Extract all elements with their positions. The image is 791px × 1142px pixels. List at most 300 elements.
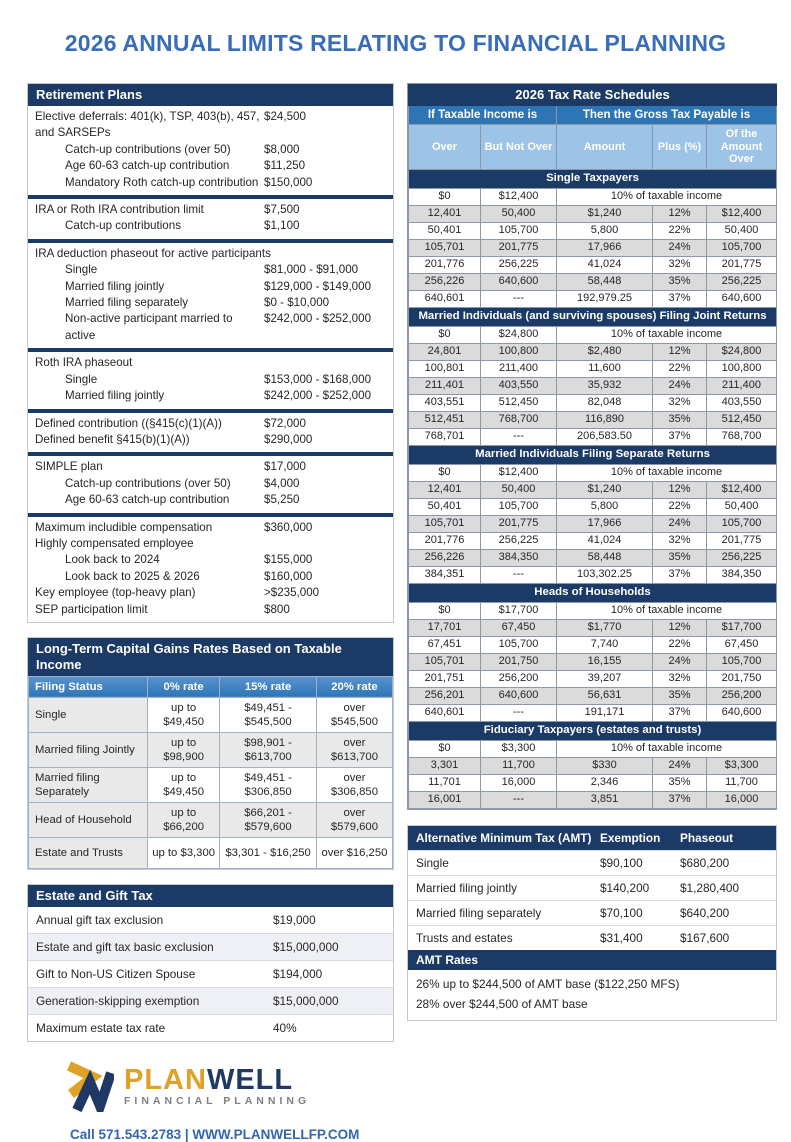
table-cell: 12%: [653, 481, 707, 498]
row-label: IRA or Roth IRA contribution limit: [35, 203, 204, 217]
row-value: $800: [264, 602, 290, 616]
table-row: [29, 732, 393, 767]
retirement-body: [28, 106, 393, 622]
table-cell: 32%: [653, 532, 707, 549]
right-column: [407, 83, 777, 1142]
table-cell: 39,207: [557, 670, 653, 687]
table-cell: 201,751: [409, 670, 481, 687]
table-header-row: [29, 676, 393, 697]
table-row: [28, 279, 393, 295]
table-cell: 103,302.25: [557, 566, 653, 583]
table-row: [409, 791, 777, 808]
row-label: Single: [65, 372, 98, 386]
table-cell: 384,351: [409, 566, 481, 583]
table-row: [409, 411, 777, 428]
row-label: Roth IRA phaseout: [35, 356, 133, 370]
table-cell: $1,240: [557, 481, 653, 498]
section-bar-row: [409, 721, 777, 740]
table-row: [28, 585, 393, 601]
table-cell: 3,301: [409, 757, 481, 774]
table-cell: 191,171: [557, 704, 653, 721]
table-cell: 82,048: [557, 394, 653, 411]
table-row: [409, 670, 777, 687]
row-value: $11,250: [264, 159, 306, 173]
row-label: Catch-up contributions: [65, 219, 181, 233]
column-header: Over: [409, 125, 481, 170]
table-row: [409, 464, 777, 481]
table-cell: 50,400: [707, 222, 777, 239]
row-label: Generation-skipping exemption: [36, 993, 200, 1008]
table-cell: 35%: [653, 774, 707, 791]
table-cell: $17,700: [481, 602, 557, 619]
column-header: Amount: [557, 125, 653, 170]
row-label: Married filing separately: [416, 905, 542, 920]
table-cell: 201,750: [707, 670, 777, 687]
table-cell: 403,550: [707, 394, 777, 411]
table-cell: 3,851: [557, 791, 653, 808]
row-label: Defined benefit §415(b)(1)(A)): [35, 432, 190, 446]
row-value: $640,200: [680, 905, 730, 920]
page-title: 2026 ANNUAL LIMITS RELATING TO FINANCIAL PLANNING: [64, 30, 727, 56]
table-cell: Married filing Separately: [29, 767, 148, 802]
table-cell: ---: [481, 428, 557, 445]
section-bar-row: [409, 169, 777, 188]
table-row: [409, 757, 777, 774]
table-cell: 56,631: [557, 687, 653, 704]
table-cell: 256,226: [409, 273, 481, 290]
table-row: [409, 343, 777, 360]
table-cell: 35%: [653, 411, 707, 428]
row-value: $4,000: [264, 476, 300, 490]
row-value: $242,000 - $252,000: [264, 389, 372, 403]
table-cell: 32%: [653, 394, 707, 411]
row-value: $19,000: [273, 912, 316, 927]
table-cell: 105,700: [707, 239, 777, 256]
table-row: [409, 653, 777, 670]
table-cell: up to $98,900: [147, 732, 219, 767]
table-row: [409, 106, 777, 125]
table-row: [28, 432, 393, 448]
table-cell: 50,401: [409, 498, 481, 515]
row-label: Married filing jointly: [65, 389, 165, 403]
table-cell: 256,201: [409, 687, 481, 704]
table-cell: over $545,500: [316, 697, 392, 732]
table-cell: Married filing Jointly: [29, 732, 148, 767]
row-value: $360,000: [264, 520, 313, 534]
table-row: [28, 536, 393, 552]
row-label: Single: [65, 263, 98, 277]
table-cell: 50,400: [481, 481, 557, 498]
table-row: [28, 520, 393, 536]
table-cell: 206,583.50: [557, 428, 653, 445]
table-cell: 24%: [653, 377, 707, 394]
table-row: [409, 515, 777, 532]
table-cell: 11,700: [707, 774, 777, 791]
table-cell: 12,401: [409, 205, 481, 222]
column-header: Exemption: [600, 830, 661, 845]
table-cell: 403,550: [481, 377, 557, 394]
table-cell: 256,225: [707, 273, 777, 290]
table-cell: ---: [481, 704, 557, 721]
table-row: [409, 549, 777, 566]
table-row: [28, 476, 393, 492]
section-header: Fiduciary Taxpayers (estates and trusts): [409, 721, 777, 740]
table-cell: $24,800: [707, 343, 777, 360]
table-cell: over $306,850: [316, 767, 392, 802]
table-cell: Estate and Trusts: [29, 837, 148, 868]
table-cell: 58,448: [557, 549, 653, 566]
retirement-section: [28, 195, 393, 239]
row-value: $90,100: [600, 855, 643, 870]
table-cell: 105,700: [707, 515, 777, 532]
table-cell: 11,701: [409, 774, 481, 791]
table-cell: 256,200: [707, 687, 777, 704]
row-label: Estate and gift tax basic exclusion: [36, 939, 214, 954]
table-cell: 22%: [653, 636, 707, 653]
table-cell: 11,600: [557, 360, 653, 377]
brand-wordmark: [124, 1063, 311, 1107]
brand-plan: PLAN: [124, 1063, 207, 1096]
table-cell: 211,400: [481, 360, 557, 377]
table-cell: up to $49,450: [147, 697, 219, 732]
table-cell: $98,901 - $613,700: [220, 732, 317, 767]
table-cell: 10% of taxable income: [557, 464, 777, 481]
row-label: SIMPLE plan: [35, 460, 103, 474]
row-value: $167,600: [680, 930, 730, 945]
table-cell: 17,701: [409, 619, 481, 636]
table-cell: 17,966: [557, 515, 653, 532]
row-value: $680,200: [680, 855, 730, 870]
table-cell: 105,700: [481, 498, 557, 515]
table-cell: 640,600: [707, 704, 777, 721]
table-cell: 640,600: [481, 687, 557, 704]
table-cell: $12,400: [481, 464, 557, 481]
table-row: [409, 205, 777, 222]
table-row: [409, 188, 777, 205]
table-cell: 12%: [653, 619, 707, 636]
table-row: [28, 218, 393, 234]
table-cell: 37%: [653, 704, 707, 721]
row-label: Age 60-63 catch-up contribution: [65, 493, 230, 507]
table-row: [28, 492, 393, 508]
row-value: $129,000 - $149,000: [264, 279, 372, 293]
table-cell: $0: [409, 188, 481, 205]
section-bar-row: [409, 583, 777, 602]
row-label: Married filing jointly: [65, 279, 165, 293]
table-cell: $3,301 - $16,250: [220, 837, 317, 868]
table-row: [28, 569, 393, 585]
row-value: $290,000: [264, 432, 313, 446]
section-header: Single Taxpayers: [409, 169, 777, 188]
row-value: $5,250: [264, 493, 300, 507]
row-value: $15,000,000: [273, 993, 339, 1008]
table-cell: 37%: [653, 290, 707, 307]
row-label: Married filing jointly: [416, 880, 517, 895]
row-value: $194,000: [273, 966, 323, 981]
table-cell: 5,800: [557, 222, 653, 239]
table-cell: 22%: [653, 222, 707, 239]
table-cell: 2,346: [557, 774, 653, 791]
table-cell: $2,480: [557, 343, 653, 360]
table-cell: 67,450: [707, 636, 777, 653]
table-row: [28, 907, 393, 933]
table-row: [409, 740, 777, 757]
table-cell: 41,024: [557, 532, 653, 549]
left-column: [27, 83, 394, 1142]
table-cell: 256,225: [481, 532, 557, 549]
row-value: $81,000 - $91,000: [264, 263, 359, 277]
row-label: Highly compensated employee: [35, 536, 194, 550]
planwell-arrow-icon: [62, 1056, 114, 1117]
table-cell: over $579,600: [316, 802, 392, 837]
row-label: Look back to 2025 & 2026: [65, 569, 200, 583]
table-cell: $3,300: [707, 757, 777, 774]
table-row: [409, 774, 777, 791]
tax-rate-schedules-panel: [407, 83, 777, 810]
estate-gift-header: Estate and Gift Tax: [28, 885, 393, 907]
table-cell: 100,800: [707, 360, 777, 377]
table-cell: 105,700: [481, 636, 557, 653]
table-cell: 201,775: [481, 239, 557, 256]
table-cell: 211,400: [707, 377, 777, 394]
table-cell: 17,966: [557, 239, 653, 256]
group-header-right: Then the Gross Tax Payable is: [557, 106, 777, 125]
column-header: 0% rate: [147, 676, 219, 697]
row-value: $160,000: [264, 569, 313, 583]
table-cell: 105,700: [481, 222, 557, 239]
row-value: $70,100: [600, 905, 643, 920]
table-row: [409, 394, 777, 411]
table-cell: 201,775: [707, 256, 777, 273]
table-cell: 211,401: [409, 377, 481, 394]
row-label: Married filing separately: [65, 296, 189, 310]
amt-rate-line: 26% up to $244,500 of AMT base ($122,250 MFS): [416, 976, 680, 991]
row-value: $7,500: [264, 203, 300, 217]
row-value: $31,400: [600, 930, 643, 945]
table-cell: 24%: [653, 515, 707, 532]
table-cell: 100,800: [481, 343, 557, 360]
section-bar-row: [409, 307, 777, 326]
table-cell: 35,932: [557, 377, 653, 394]
table-row: [28, 262, 393, 278]
section-bar-row: [409, 445, 777, 464]
retirement-plans-header: Retirement Plans: [28, 84, 393, 106]
table-cell: ---: [481, 290, 557, 307]
table-row: [409, 428, 777, 445]
table-cell: 640,600: [481, 273, 557, 290]
table-row: [29, 837, 393, 868]
table-cell: 768,701: [409, 428, 481, 445]
table-cell: 24%: [653, 239, 707, 256]
table-row: [408, 900, 776, 925]
table-cell: $1,240: [557, 205, 653, 222]
estate-gift-body: [28, 907, 393, 1041]
tax-column-header-row: [409, 125, 777, 170]
table-cell: 640,601: [409, 290, 481, 307]
table-cell: 67,450: [481, 619, 557, 636]
brand-subtitle: FINANCIAL PLANNING: [124, 1094, 311, 1107]
table-cell: 11,700: [481, 757, 557, 774]
retirement-section: [28, 409, 393, 453]
row-label: Key employee (top-heavy plan): [35, 586, 196, 600]
table-cell: 256,225: [481, 256, 557, 273]
row-value: $150,000: [264, 175, 313, 189]
table-row: [28, 372, 393, 388]
table-row: [409, 85, 777, 106]
row-label: Gift to Non-US Citizen Spouse: [36, 966, 196, 981]
table-cell: 10% of taxable income: [557, 740, 777, 757]
row-label: Catch-up contributions (over 50): [65, 142, 231, 156]
row-label: IRA deduction phaseout for active participants: [35, 246, 271, 260]
row-label: Maximum includible compensation: [35, 520, 213, 534]
table-row: [408, 925, 776, 950]
table-cell: 384,350: [481, 549, 557, 566]
table-row: [409, 222, 777, 239]
table-cell: 16,001: [409, 791, 481, 808]
row-value: $24,500: [264, 110, 306, 123]
table-row: [409, 273, 777, 290]
table-row: [28, 602, 393, 618]
table-cell: $49,451 - $306,850: [220, 767, 317, 802]
table-cell: 37%: [653, 428, 707, 445]
table-cell: ---: [481, 791, 557, 808]
tax-schedules-title: 2026 Tax Rate Schedules: [409, 85, 777, 106]
table-cell: Head of Household: [29, 802, 148, 837]
footer-brand-block: [27, 1056, 394, 1142]
retirement-section: [28, 452, 393, 512]
amt-body: [408, 826, 776, 950]
amt-panel: [407, 825, 777, 1021]
table-row: [409, 566, 777, 583]
table-cell: $12,400: [481, 188, 557, 205]
row-label: Mandatory Roth catch-up contribution: [65, 175, 259, 189]
table-cell: $24,800: [481, 326, 557, 343]
table-cell: $1,770: [557, 619, 653, 636]
row-label: Catch-up contributions (over 50): [65, 476, 231, 490]
table-row: [28, 202, 393, 218]
table-row: [409, 377, 777, 394]
row-value: $1,280,400: [680, 880, 740, 895]
table-cell: 256,200: [481, 670, 557, 687]
table-cell: $66,201 - $579,600: [220, 802, 317, 837]
table-row: [29, 697, 393, 732]
table-cell: 50,401: [409, 222, 481, 239]
table-cell: 100,801: [409, 360, 481, 377]
table-row: [28, 459, 393, 475]
tax-rate-schedules-table: [408, 84, 777, 809]
row-label: Trusts and estates: [416, 930, 513, 945]
table-row: [409, 239, 777, 256]
column-header: Plus (%): [653, 125, 707, 170]
table-cell: $17,700: [707, 619, 777, 636]
column-header: Phaseout: [680, 830, 734, 845]
row-label: Look back to 2024: [65, 553, 160, 567]
table-row: [28, 416, 393, 432]
row-label: SEP participation limit: [35, 602, 148, 616]
row-label: Single: [416, 855, 449, 870]
table-cell: 105,701: [409, 239, 481, 256]
row-value: $140,200: [600, 880, 650, 895]
table-row: [28, 355, 393, 371]
table-cell: 41,024: [557, 256, 653, 273]
amt-header-row: [408, 826, 776, 850]
row-label: Elective deferrals: 401(k), TSP, 403(b), 457, and SARSEPs: [35, 110, 260, 140]
table-cell: 37%: [653, 566, 707, 583]
table-cell: over $613,700: [316, 732, 392, 767]
tax-rate-schedules-body: [409, 85, 777, 809]
table-row: [28, 1014, 393, 1041]
column-header: Filing Status: [29, 676, 148, 697]
section-header: Married Individuals Filing Separate Returns: [409, 445, 777, 464]
table-row: [409, 360, 777, 377]
contact-line: Call 571.543.2783 | WWW.PLANWELLFP.COM: [70, 1126, 360, 1142]
table-cell: $0: [409, 464, 481, 481]
table-cell: 201,775: [481, 515, 557, 532]
row-value: 40%: [273, 1020, 297, 1035]
table-cell: $12,400: [707, 205, 777, 222]
table-cell: $0: [409, 602, 481, 619]
retirement-section: [28, 239, 393, 348]
row-value: >$235,000: [264, 586, 320, 600]
table-cell: 12,401: [409, 481, 481, 498]
table-cell: $12,400: [707, 481, 777, 498]
capital-gains-table: [28, 676, 393, 869]
table-row: [409, 326, 777, 343]
table-cell: 768,700: [481, 411, 557, 428]
table-cell: 10% of taxable income: [557, 326, 777, 343]
table-cell: up to $49,450: [147, 767, 219, 802]
capital-gains-panel: [27, 637, 394, 870]
retirement-plans-panel: [27, 83, 394, 623]
table-row: [409, 687, 777, 704]
row-value: $17,000: [264, 460, 306, 474]
table-cell: 384,350: [707, 566, 777, 583]
column-header: Of the Amount Over: [707, 125, 777, 170]
table-cell: 768,700: [707, 428, 777, 445]
row-label: Defined contribution ((§415(c)(1)(A)): [35, 416, 222, 430]
table-cell: 512,451: [409, 411, 481, 428]
table-cell: 201,776: [409, 256, 481, 273]
table-row: [28, 109, 393, 142]
table-cell: 22%: [653, 360, 707, 377]
table-row: [28, 246, 393, 262]
row-value: $1,100: [264, 219, 300, 233]
table-cell: 32%: [653, 256, 707, 273]
row-label: Maximum estate tax rate: [36, 1020, 166, 1035]
table-row: [408, 875, 776, 900]
table-cell: 105,701: [409, 515, 481, 532]
row-value: $8,000: [264, 142, 300, 156]
section-header: Heads of Households: [409, 583, 777, 602]
table-row: [409, 532, 777, 549]
table-row: [29, 767, 393, 802]
table-row: [28, 933, 393, 960]
table-cell: up to $3,300: [147, 837, 219, 868]
retirement-section: [28, 348, 393, 408]
table-row: [409, 290, 777, 307]
table-cell: $0: [409, 326, 481, 343]
retirement-section: [28, 106, 393, 195]
table-cell: 201,750: [481, 653, 557, 670]
table-row: [409, 704, 777, 721]
table-row: [409, 481, 777, 498]
table-cell: 403,551: [409, 394, 481, 411]
table-cell: 50,400: [707, 498, 777, 515]
content-columns: [0, 83, 791, 1142]
table-cell: 7,740: [557, 636, 653, 653]
table-cell: 22%: [653, 498, 707, 515]
table-cell: over $16,250: [316, 837, 392, 868]
